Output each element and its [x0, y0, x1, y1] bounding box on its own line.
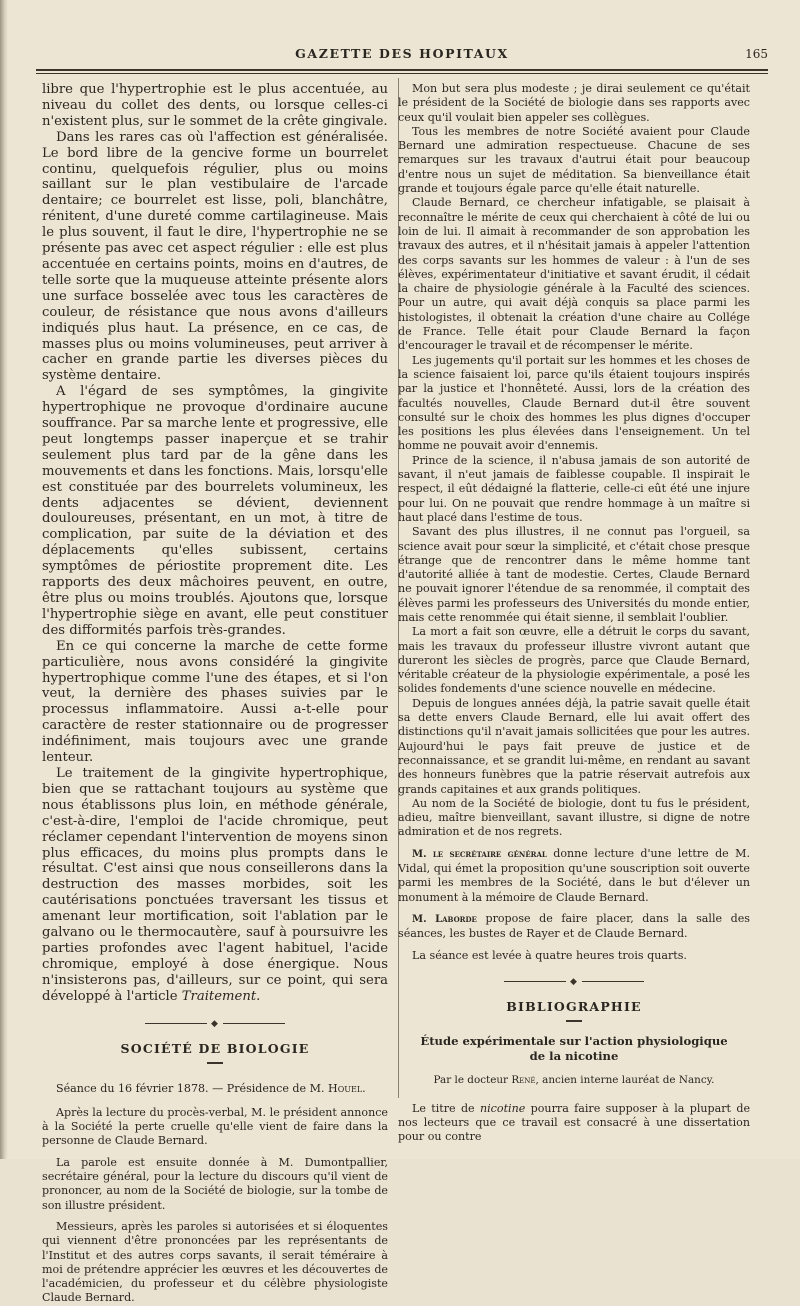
paragraph: Prince de la science, il n'abusa jamais de son autorité de savant, il n'eut jamais de faiblesse coupable. Il inspirait le respect, il eût dédaigné la flatterie, celle-ci eût été une injure pour lui. On ne pouvait que rendre hommage à un maître si haut placé dans l'estime de tous. — [398, 453, 750, 524]
paragraph: Après la lecture du procès-verbal, M. le président annonce à la Société la perte cruelle qu'elle vient de faire dans la personne de Claude Bernard. — [42, 1105, 388, 1148]
page-header — [36, 46, 768, 66]
paragraph-text: Le traitement de la gingivite hypertrophique, bien que se rattachant toujours au système que nous établissons plus loin, en méthode générale, c'est-à-dire, l'emploi de l'acide chromique, peut réclamer cependant l'intervention de moyens sinon plus efficaces, du moins plus prompts dans le résultat. C'est ainsi que nous conseillerons dans la destruction des masses morbides, soit les cautérisations ponctuées traversant les tissus et amenant leur mortification, soit l'ablation par le galvano ou le thermocautère, sauf à poursuivre les parties profondes avec l'agent habituel, l'acide chromique, employé à dose énergique. Nous n'insisterons pas, d'ailleurs, sur ce point, qui sera développé à l'article — [42, 765, 388, 1004]
seance-line — [42, 1082, 388, 1096]
paragraph: Les jugements qu'il portait sur les hommes et les choses de la science faisaient loi, parce qu'ils étaient toujours inspirés par la justice et l'honnêteté. Aussi, lors de la création des facultés nouvelles, Claude Bernard dut-il être souvent consulté sur le choix des hommes les plus dignes d'occuper les positions les plus élevées dans l'enseignement. Un tel homme ne pouvait avoir d'ennemis. — [398, 353, 750, 453]
secretaire-text: donne lecture d'une lettre de M. Vidal, qui émet la proposition qu'une souscription soit ouverte parmi les membres de la Société, dans le but d'élever un monument à la mémoire de Claude Bernard. — [398, 846, 750, 904]
left-column — [42, 82, 388, 1306]
paragraph: La parole est ensuite donnée à M. Dumontpallier, secrétaire général, pour la lecture du discours qu'il vient de prononcer, au nom de la Société de biologie, sur la tombe de son illustre président. — [42, 1155, 388, 1212]
president-name: Houel. — [328, 1081, 366, 1095]
article-title-line: Étude expérimentale sur l'action physiologique — [420, 1033, 728, 1048]
short-rule — [207, 1062, 223, 1064]
article-title-line: de la nicotine — [529, 1048, 619, 1063]
article-title — [398, 1034, 750, 1064]
italic-word: nicotine — [479, 1101, 526, 1115]
journal-title: GAZETTE DES HOPITAUX — [295, 46, 509, 61]
right-column — [398, 82, 750, 1145]
paragraph: Depuis de longues années déjà, la patrie savait quelle était sa dette envers Claude Bernard, elle lui avait offert des distinctions qu'il n'avait jamais sollicitées que pour les autres. Aujourd'hui le pays fait preuve de justice et de reconnaissance, et se grandit lui-même, en rendant au savant des honneurs funèbres que la patrie réservait autrefois aux grands capitaines et aux grands politiques. — [398, 696, 750, 796]
paragraph-last — [42, 766, 388, 1005]
article-author — [398, 1074, 750, 1086]
gingivitis-article — [42, 82, 388, 1005]
section-title-bibliographie: BIBLIOGRAPHIE — [506, 998, 642, 1014]
header-rule-thin — [36, 73, 768, 74]
paragraph: Mon but sera plus modeste ; je dirai seulement ce qu'était le président de la Société de biologie dans ses rapports avec ceux qu'il voulait bien appeler ses collègues. — [398, 82, 750, 124]
paragraph: A l'égard de ses symptômes, la gingivite hypertrophique ne provoque d'ordinaire aucune souffrance. Par sa marche lente et progressive, elle peut longtemps passer inaperçue et se trahir seulement plus tard par de la gêne dans les mouvements et dans les fonctions. Mais, lorsqu'elle est constituée par des bourrelets volumineux, les dents adjacentes se dévient, deviennent douloureuses, présentant, en un mot, à titre de complication, par suite de la déviation et des déplacements qu'elles subissent, certains symptômes de périostite proprement dite. Les rapports des deux mâchoires peuvent, en outre, être plus ou moins troublés. Ajoutons que, lorsque l'hypertrophie siège en avant, elle peut constituer des difformités parfois très-grandes. — [42, 384, 388, 638]
laborde-label: M. Laborde — [412, 913, 477, 925]
paragraph: Claude Bernard, ce chercheur infatigable, se plaisait à reconnaître le mérite de ceux qui cherchaient à côté de lui ou loin de lui. Il aimait à recommander de son approbation les travaux des autres, et il n'hésitait jamais à appeler l'attention des corps savants sur les hommes de valeur : à l'un de ses élèves, expérimentateur d'initiative et savant érudit, il cédait la chaire de physiologie générale à la Faculté des sciences. Pour un autre, qui avait déjà conquis sa place parmi les histologistes, il obtenait la création d'une chaire au Collége de France. Telle était pour Claude Bernard la façon d'encourager le travail et de récompenser le mérite. — [398, 196, 750, 353]
discours-continued — [398, 82, 750, 963]
laborde-text: propose de faire placer, dans la salle des séances, les bustes de Rayer et de Claude Bernard. — [398, 911, 750, 941]
laborde-paragraph — [398, 912, 750, 942]
paragraph: En ce qui concerne la marche de cette forme particulière, nous avons considéré la gingivite hypertrophique comme l'une des étapes, et si l'on veut, la dernière des phases suivies par le processus inflammatoire. Aussi a-t-elle pour caractère de rester stationnaire ou de progresser indéfiniment, mais toujours avec une grande lenteur. — [42, 638, 388, 766]
paragraph: Tous les membres de notre Société avaient pour Claude Bernard une admiration respectueuse. Chacune de ses remarques sur les travaux d'autrui était pour beaucoup d'entre nous un sujet de méditation. Sa bienveillance était grande et toujours égale parce qu'elle était naturelle. — [398, 124, 750, 196]
paragraph: Au nom de la Société de biologie, dont tu fus le président, adieu, maître bienveillant, savant illustre, si digne de notre admiration et de nos regrets. — [398, 796, 750, 839]
section-title-biologie: SOCIÉTÉ DE BIOLOGIE — [120, 1040, 310, 1056]
paragraph: Savant des plus illustres, il ne connut pas l'orgueil, sa science avait pour sœur la simplicité, et c'était chose presque étrange que de rencontrer dans le même homme tant d'autorité alliée à tant de modestie. Certes, Claude Bernard ne pouvait ignorer l'étendue de sa renommée, il comptait des élèves parmi les professeurs des Universités du monde entier, mais cette renommée qui était sienne, il semblait l'oublier. — [398, 525, 750, 624]
paragraph: La mort a fait son œuvre, elle a détruit le corps du savant, mais les travaux du professeur illustre vivront autant que dureront les siècles de progrès, parce que Claude Bernard, véritable créateur de la physiologie expérimentale, a posé les solides fondements d'une science nouvelle en médecine. — [398, 625, 750, 696]
seance-text: Séance du 16 février 1878. — Présidence de M. — [56, 1081, 325, 1095]
paragraph — [398, 1102, 750, 1145]
page-binding-edge — [0, 0, 8, 1159]
page-number: 165 — [745, 47, 768, 61]
paragraph: Messieurs, après les paroles si autorisées et si éloquentes qui viennent d'être prononcées par les représentants de l'Institut et des autres corps savants, il serait téméraire à moi de prétendre apprécier les œuvres et les découvertes de l'académicien, du professeur et du célèbre physiologiste Claude Bernard. — [42, 1219, 388, 1305]
short-rule — [566, 1020, 582, 1022]
paragraph: Dans les rares cas où l'affection est généralisée. Le bord libre de la gencive forme un bourrelet continu, quelquefois régulier, plus ou moins saillant sur le plan vestibulaire de l'arcade dentaire; ce bourrelet est lisse, poli, blanchâtre, rénitent, d'une dureté comme cartilagineuse. Mais le plus souvent, il faut le dire, l'hypertrophie ne se présente pas avec cet aspect régulier : elle est plus accentuée en certains points, moins en d'autres, de telle sorte que la muqueuse atteinte présente alors une surface bosselée avec tous les caractères de couleur, de résistance que nous avons d'ailleurs indiqués plus haut. La présence, en ce cas, de masses plus ou moins volumineuses, peut arriver à cacher en grande partie les diverses pièces du système dentaire. — [42, 129, 388, 384]
paragraph: libre que l'hypertrophie est le plus accentuée, au niveau du collet des dents, ou lorsque celles-ci n'existent plus, sur le sommet de la crête gingivale. — [42, 82, 388, 129]
closing-line: La séance est levée à quatre heures trois quarts. — [412, 948, 687, 962]
text: pourra faire supposer à la plupart de nos lecteurs que ce travail est consacré à une dissertation pour ou contre — [398, 1101, 751, 1144]
author-name: René, — [511, 1073, 539, 1086]
italic-reference: Traitement. — [181, 988, 261, 1004]
section-ornament: ◆ — [398, 977, 750, 987]
bibliography-text — [398, 1102, 750, 1145]
author-suffix: ancien interne lauréat de Nancy. — [542, 1073, 715, 1086]
secretaire-paragraph — [398, 847, 750, 905]
secretaire-label: M. le secrétaire général — [412, 848, 547, 860]
biologie-report — [42, 1082, 388, 1306]
header-rule-thick — [36, 69, 768, 71]
text: Le titre de — [412, 1101, 475, 1115]
author-prefix: Par le docteur — [433, 1073, 509, 1086]
section-ornament: ◆ — [42, 1019, 388, 1029]
